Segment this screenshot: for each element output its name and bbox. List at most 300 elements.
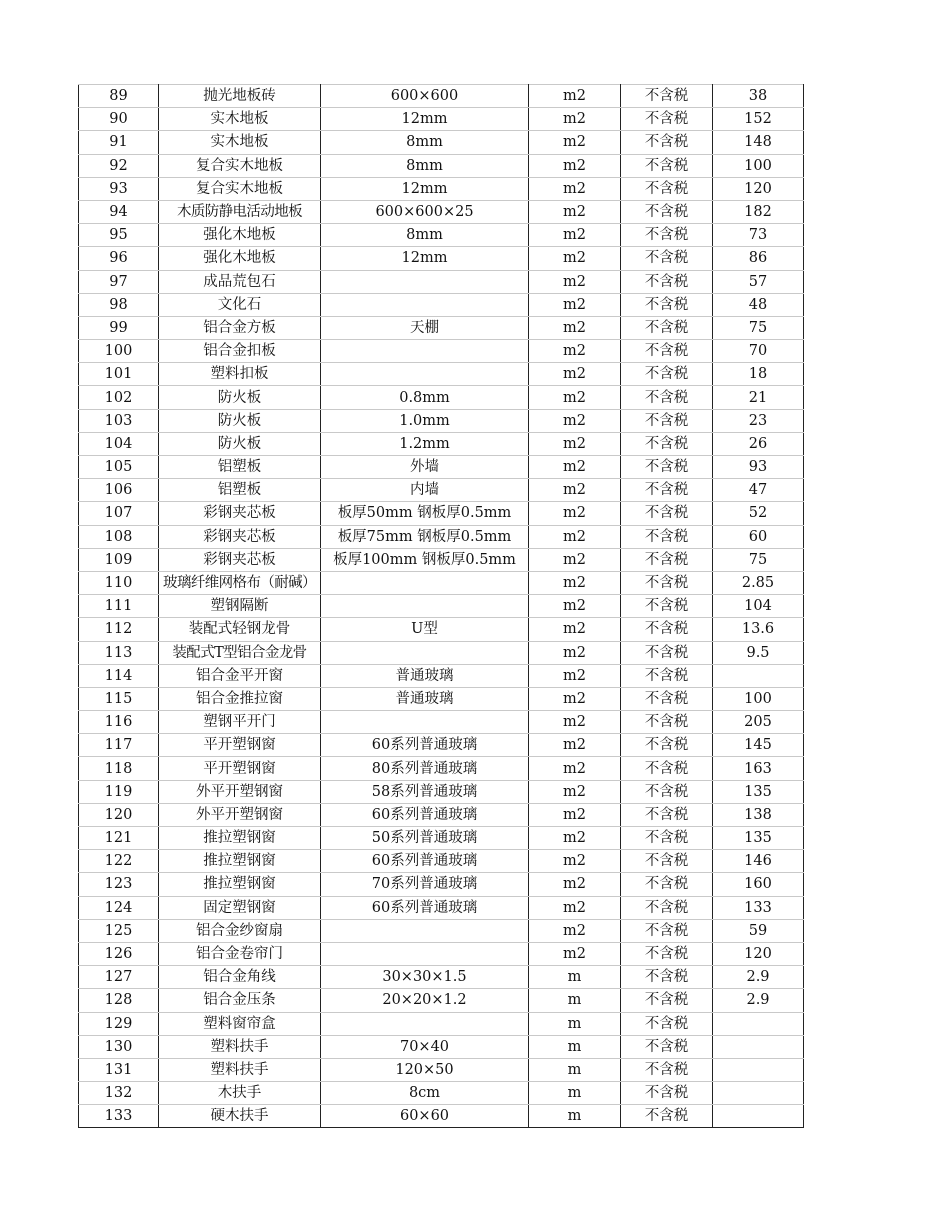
cell-specification[interactable] — [321, 942, 529, 965]
cell-item-number[interactable]: 126 — [79, 942, 159, 965]
cell-item-number[interactable]: 119 — [79, 780, 159, 803]
cell-item-number[interactable]: 90 — [79, 108, 159, 131]
cell-tax-status[interactable]: 不含税 — [621, 850, 713, 873]
cell-specification[interactable] — [321, 571, 529, 594]
cell-specification[interactable]: 50系列普通玻璃 — [321, 827, 529, 850]
cell-specification[interactable]: 普通玻璃 — [321, 687, 529, 710]
cell-price[interactable]: 52 — [713, 502, 804, 525]
cell-unit[interactable]: m2 — [529, 873, 621, 896]
cell-item-number[interactable]: 110 — [79, 571, 159, 594]
cell-unit[interactable]: m2 — [529, 850, 621, 873]
cell-unit[interactable]: m2 — [529, 803, 621, 826]
cell-unit[interactable]: m2 — [529, 919, 621, 942]
cell-material-name[interactable]: 平开塑钢窗 — [159, 734, 321, 757]
cell-specification[interactable]: 70×40 — [321, 1035, 529, 1058]
cell-unit[interactable]: m2 — [529, 456, 621, 479]
cell-price[interactable]: 75 — [713, 316, 804, 339]
cell-specification[interactable]: 60系列普通玻璃 — [321, 734, 529, 757]
cell-item-number[interactable]: 105 — [79, 456, 159, 479]
cell-unit[interactable]: m2 — [529, 502, 621, 525]
cell-tax-status[interactable]: 不含税 — [621, 409, 713, 432]
cell-price[interactable]: 2.85 — [713, 571, 804, 594]
cell-specification[interactable]: 天棚 — [321, 316, 529, 339]
cell-unit[interactable]: m2 — [529, 827, 621, 850]
cell-unit[interactable]: m2 — [529, 595, 621, 618]
cell-specification[interactable]: 板厚75mm 钢板厚0.5mm — [321, 525, 529, 548]
cell-tax-status[interactable]: 不含税 — [621, 1082, 713, 1105]
cell-price[interactable]: 48 — [713, 293, 804, 316]
cell-tax-status[interactable]: 不含税 — [621, 711, 713, 734]
cell-material-name[interactable]: 木扶手 — [159, 1082, 321, 1105]
cell-material-name[interactable]: 铝塑板 — [159, 479, 321, 502]
cell-price[interactable]: 152 — [713, 108, 804, 131]
cell-price[interactable]: 205 — [713, 711, 804, 734]
cell-specification[interactable] — [321, 293, 529, 316]
table-row — [79, 270, 804, 293]
cell-specification[interactable] — [321, 1012, 529, 1035]
cell-material-name[interactable]: 装配式轻钢龙骨 — [159, 618, 321, 641]
cell-unit[interactable]: m2 — [529, 479, 621, 502]
cell-unit[interactable]: m — [529, 1082, 621, 1105]
cell-item-number[interactable]: 124 — [79, 896, 159, 919]
cell-specification[interactable] — [321, 711, 529, 734]
cell-specification[interactable]: 1.2mm — [321, 432, 529, 455]
cell-material-name[interactable]: 推拉塑钢窗 — [159, 827, 321, 850]
cell-material-name[interactable]: 外平开塑钢窗 — [159, 803, 321, 826]
cell-unit[interactable]: m2 — [529, 247, 621, 270]
cell-specification[interactable]: 内墙 — [321, 479, 529, 502]
cell-unit[interactable]: m — [529, 966, 621, 989]
table-row — [79, 942, 804, 965]
cell-price[interactable]: 135 — [713, 827, 804, 850]
cell-material-name[interactable]: 塑料扶手 — [159, 1035, 321, 1058]
cell-material-name[interactable]: 铝合金推拉窗 — [159, 687, 321, 710]
table-row — [79, 1105, 804, 1128]
table-row — [79, 711, 804, 734]
cell-specification[interactable]: 60×60 — [321, 1105, 529, 1128]
cell-material-name[interactable]: 实木地板 — [159, 108, 321, 131]
cell-item-number[interactable]: 98 — [79, 293, 159, 316]
cell-material-name[interactable]: 平开塑钢窗 — [159, 757, 321, 780]
cell-material-name[interactable]: 文化石 — [159, 293, 321, 316]
cell-price[interactable]: 146 — [713, 850, 804, 873]
cell-material-name[interactable]: 塑料窗帘盒 — [159, 1012, 321, 1035]
cell-unit[interactable]: m2 — [529, 548, 621, 571]
cell-unit[interactable]: m2 — [529, 131, 621, 154]
table-row — [79, 780, 804, 803]
cell-item-number[interactable]: 93 — [79, 177, 159, 200]
cell-price[interactable] — [713, 1058, 804, 1081]
cell-price[interactable]: 73 — [713, 224, 804, 247]
cell-specification[interactable] — [321, 595, 529, 618]
cell-material-name[interactable]: 强化木地板 — [159, 224, 321, 247]
cell-unit[interactable]: m2 — [529, 687, 621, 710]
cell-item-number[interactable]: 108 — [79, 525, 159, 548]
cell-specification[interactable] — [321, 363, 529, 386]
cell-material-name[interactable]: 铝合金角线 — [159, 966, 321, 989]
cell-tax-status[interactable]: 不含税 — [621, 827, 713, 850]
cell-specification[interactable]: 58系列普通玻璃 — [321, 780, 529, 803]
cell-item-number[interactable]: 114 — [79, 664, 159, 687]
cell-tax-status[interactable]: 不含税 — [621, 780, 713, 803]
cell-material-name[interactable]: 铝合金卷帘门 — [159, 942, 321, 965]
cell-material-name[interactable]: 外平开塑钢窗 — [159, 780, 321, 803]
cell-tax-status[interactable]: 不含税 — [621, 734, 713, 757]
cell-unit[interactable]: m — [529, 1058, 621, 1081]
cell-specification[interactable] — [321, 919, 529, 942]
cell-price[interactable]: 135 — [713, 780, 804, 803]
cell-material-name[interactable]: 塑料扣板 — [159, 363, 321, 386]
cell-price[interactable]: 100 — [713, 154, 804, 177]
cell-item-number[interactable]: 91 — [79, 131, 159, 154]
cell-tax-status[interactable]: 不含税 — [621, 525, 713, 548]
cell-unit[interactable]: m2 — [529, 757, 621, 780]
cell-unit[interactable]: m2 — [529, 85, 621, 108]
table-row — [79, 432, 804, 455]
table-row — [79, 479, 804, 502]
cell-item-number[interactable]: 109 — [79, 548, 159, 571]
cell-unit[interactable]: m2 — [529, 780, 621, 803]
cell-item-number[interactable]: 92 — [79, 154, 159, 177]
cell-specification[interactable]: 板厚50mm 钢板厚0.5mm — [321, 502, 529, 525]
cell-material-name[interactable]: 实木地板 — [159, 131, 321, 154]
cell-price[interactable]: 93 — [713, 456, 804, 479]
cell-tax-status[interactable]: 不含税 — [621, 1058, 713, 1081]
cell-unit[interactable]: m — [529, 1035, 621, 1058]
cell-specification[interactable]: 80系列普通玻璃 — [321, 757, 529, 780]
cell-item-number[interactable]: 116 — [79, 711, 159, 734]
cell-material-name[interactable]: 防火板 — [159, 386, 321, 409]
cell-unit[interactable]: m2 — [529, 386, 621, 409]
cell-material-name[interactable]: 塑钢平开门 — [159, 711, 321, 734]
cell-specification[interactable]: 8cm — [321, 1082, 529, 1105]
cell-material-name[interactable]: 木质防静电活动地板 — [159, 200, 321, 223]
cell-price[interactable]: 160 — [713, 873, 804, 896]
table-row — [79, 340, 804, 363]
cell-specification[interactable]: 8mm — [321, 131, 529, 154]
cell-tax-status[interactable]: 不含税 — [621, 618, 713, 641]
cell-tax-status[interactable]: 不含税 — [621, 479, 713, 502]
cell-material-name[interactable]: 复合实木地板 — [159, 154, 321, 177]
cell-tax-status[interactable]: 不含税 — [621, 966, 713, 989]
cell-item-number[interactable]: 120 — [79, 803, 159, 826]
cell-price[interactable]: 2.9 — [713, 966, 804, 989]
table-row — [79, 1035, 804, 1058]
cell-price[interactable]: 75 — [713, 548, 804, 571]
cell-specification[interactable]: 1.0mm — [321, 409, 529, 432]
cell-material-name[interactable]: 彩钢夹芯板 — [159, 548, 321, 571]
cell-item-number[interactable]: 121 — [79, 827, 159, 850]
cell-specification[interactable] — [321, 641, 529, 664]
cell-unit[interactable]: m2 — [529, 525, 621, 548]
cell-unit[interactable]: m2 — [529, 409, 621, 432]
cell-specification[interactable]: 普通玻璃 — [321, 664, 529, 687]
table-row — [79, 989, 804, 1012]
cell-tax-status[interactable]: 不含税 — [621, 363, 713, 386]
cell-tax-status[interactable]: 不含税 — [621, 896, 713, 919]
cell-unit[interactable]: m2 — [529, 363, 621, 386]
cell-item-number[interactable]: 113 — [79, 641, 159, 664]
cell-specification[interactable]: 600×600×25 — [321, 200, 529, 223]
cell-specification[interactable]: 8mm — [321, 154, 529, 177]
cell-item-number[interactable]: 122 — [79, 850, 159, 873]
table-row — [79, 1012, 804, 1035]
table-row — [79, 200, 804, 223]
cell-item-number[interactable]: 104 — [79, 432, 159, 455]
cell-material-name[interactable]: 铝塑板 — [159, 456, 321, 479]
cell-material-name[interactable]: 玻璃纤维网格布（耐碱） — [159, 571, 321, 594]
table-row — [79, 757, 804, 780]
cell-price[interactable]: 104 — [713, 595, 804, 618]
cell-unit[interactable]: m2 — [529, 293, 621, 316]
cell-material-name[interactable]: 塑料扶手 — [159, 1058, 321, 1081]
cell-tax-status[interactable]: 不含税 — [621, 108, 713, 131]
cell-price[interactable]: 100 — [713, 687, 804, 710]
cell-tax-status[interactable]: 不含税 — [621, 803, 713, 826]
cell-material-name[interactable]: 铝合金平开窗 — [159, 664, 321, 687]
cell-unit[interactable]: m2 — [529, 432, 621, 455]
cell-unit[interactable]: m — [529, 1012, 621, 1035]
cell-item-number[interactable]: 102 — [79, 386, 159, 409]
cell-item-number[interactable]: 103 — [79, 409, 159, 432]
table-row — [79, 548, 804, 571]
cell-material-name[interactable]: 彩钢夹芯板 — [159, 502, 321, 525]
cell-item-number[interactable]: 95 — [79, 224, 159, 247]
cell-item-number[interactable]: 117 — [79, 734, 159, 757]
cell-tax-status[interactable]: 不含税 — [621, 340, 713, 363]
cell-unit[interactable]: m2 — [529, 734, 621, 757]
cell-material-name[interactable]: 复合实木地板 — [159, 177, 321, 200]
cell-price[interactable]: 18 — [713, 363, 804, 386]
cell-price[interactable]: 182 — [713, 200, 804, 223]
cell-price[interactable]: 133 — [713, 896, 804, 919]
cell-material-name[interactable]: 固定塑钢窗 — [159, 896, 321, 919]
cell-tax-status[interactable]: 不含税 — [621, 1012, 713, 1035]
cell-item-number[interactable]: 112 — [79, 618, 159, 641]
cell-price[interactable] — [713, 1012, 804, 1035]
cell-item-number[interactable]: 129 — [79, 1012, 159, 1035]
cell-material-name[interactable]: 塑钢隔断 — [159, 595, 321, 618]
cell-unit[interactable]: m2 — [529, 154, 621, 177]
cell-specification[interactable]: 12mm — [321, 247, 529, 270]
table-row — [79, 827, 804, 850]
cell-unit[interactable]: m2 — [529, 108, 621, 131]
cell-price[interactable]: 163 — [713, 757, 804, 780]
cell-material-name[interactable]: 装配式T型铝合金龙骨 — [159, 641, 321, 664]
cell-specification[interactable]: 70系列普通玻璃 — [321, 873, 529, 896]
table-row — [79, 850, 804, 873]
cell-unit[interactable]: m2 — [529, 942, 621, 965]
cell-tax-status[interactable]: 不含税 — [621, 224, 713, 247]
cell-item-number[interactable]: 131 — [79, 1058, 159, 1081]
cell-tax-status[interactable]: 不含税 — [621, 757, 713, 780]
cell-item-number[interactable]: 97 — [79, 270, 159, 293]
cell-material-name[interactable]: 铝合金纱窗扇 — [159, 919, 321, 942]
cell-material-name[interactable]: 铝合金扣板 — [159, 340, 321, 363]
cell-material-name[interactable]: 彩钢夹芯板 — [159, 525, 321, 548]
table-row — [79, 873, 804, 896]
cell-unit[interactable]: m2 — [529, 896, 621, 919]
cell-tax-status[interactable]: 不含税 — [621, 942, 713, 965]
cell-price[interactable]: 86 — [713, 247, 804, 270]
cell-tax-status[interactable]: 不含税 — [621, 85, 713, 108]
cell-unit[interactable]: m — [529, 1105, 621, 1128]
cell-specification[interactable]: 20×20×1.2 — [321, 989, 529, 1012]
cell-tax-status[interactable]: 不含税 — [621, 386, 713, 409]
cell-item-number[interactable]: 132 — [79, 1082, 159, 1105]
cell-unit[interactable]: m — [529, 989, 621, 1012]
cell-item-number[interactable]: 111 — [79, 595, 159, 618]
cell-material-name[interactable]: 铝合金方板 — [159, 316, 321, 339]
cell-tax-status[interactable]: 不含税 — [621, 293, 713, 316]
table-row — [79, 224, 804, 247]
cell-price[interactable]: 70 — [713, 340, 804, 363]
cell-item-number[interactable]: 130 — [79, 1035, 159, 1058]
cell-specification[interactable]: 60系列普通玻璃 — [321, 896, 529, 919]
cell-unit[interactable]: m2 — [529, 316, 621, 339]
cell-item-number[interactable]: 128 — [79, 989, 159, 1012]
cell-tax-status[interactable]: 不含税 — [621, 270, 713, 293]
cell-specification[interactable]: 60系列普通玻璃 — [321, 803, 529, 826]
cell-tax-status[interactable]: 不含税 — [621, 919, 713, 942]
cell-price[interactable]: 23 — [713, 409, 804, 432]
cell-item-number[interactable]: 118 — [79, 757, 159, 780]
table-row — [79, 664, 804, 687]
cell-unit[interactable]: m2 — [529, 664, 621, 687]
cell-price[interactable]: 120 — [713, 942, 804, 965]
cell-price[interactable]: 148 — [713, 131, 804, 154]
cell-material-name[interactable]: 推拉塑钢窗 — [159, 873, 321, 896]
cell-price[interactable] — [713, 1035, 804, 1058]
table-row — [79, 154, 804, 177]
cell-item-number[interactable]: 100 — [79, 340, 159, 363]
cell-unit[interactable]: m2 — [529, 200, 621, 223]
cell-price[interactable]: 138 — [713, 803, 804, 826]
cell-specification[interactable]: 30×30×1.5 — [321, 966, 529, 989]
cell-item-number[interactable]: 101 — [79, 363, 159, 386]
cell-price[interactable]: 145 — [713, 734, 804, 757]
cell-tax-status[interactable]: 不含税 — [621, 154, 713, 177]
cell-tax-status[interactable]: 不含税 — [621, 664, 713, 687]
cell-price[interactable]: 60 — [713, 525, 804, 548]
cell-price[interactable]: 2.9 — [713, 989, 804, 1012]
cell-price[interactable]: 38 — [713, 85, 804, 108]
cell-price[interactable] — [713, 1082, 804, 1105]
cell-unit[interactable]: m2 — [529, 340, 621, 363]
cell-item-number[interactable]: 94 — [79, 200, 159, 223]
cell-unit[interactable]: m2 — [529, 224, 621, 247]
cell-unit[interactable]: m2 — [529, 571, 621, 594]
cell-specification[interactable]: 12mm — [321, 108, 529, 131]
cell-price[interactable]: 120 — [713, 177, 804, 200]
cell-tax-status[interactable]: 不含税 — [621, 989, 713, 1012]
cell-specification[interactable]: 8mm — [321, 224, 529, 247]
cell-specification[interactable]: 0.8mm — [321, 386, 529, 409]
cell-price[interactable]: 21 — [713, 386, 804, 409]
cell-tax-status[interactable]: 不含税 — [621, 1105, 713, 1128]
table-row — [79, 1058, 804, 1081]
cell-tax-status[interactable]: 不含税 — [621, 595, 713, 618]
cell-tax-status[interactable]: 不含税 — [621, 456, 713, 479]
cell-material-name[interactable]: 推拉塑钢窗 — [159, 850, 321, 873]
table-row — [79, 618, 804, 641]
cell-tax-status[interactable]: 不含税 — [621, 571, 713, 594]
cell-price[interactable] — [713, 1105, 804, 1128]
cell-item-number[interactable]: 89 — [79, 85, 159, 108]
cell-item-number[interactable]: 106 — [79, 479, 159, 502]
cell-material-name[interactable]: 防火板 — [159, 409, 321, 432]
cell-tax-status[interactable]: 不含税 — [621, 316, 713, 339]
cell-item-number[interactable]: 133 — [79, 1105, 159, 1128]
cell-price[interactable]: 57 — [713, 270, 804, 293]
cell-price[interactable] — [713, 664, 804, 687]
cell-material-name[interactable]: 强化木地板 — [159, 247, 321, 270]
cell-material-name[interactable]: 抛光地板砖 — [159, 85, 321, 108]
cell-tax-status[interactable]: 不含税 — [621, 502, 713, 525]
cell-specification[interactable]: 120×50 — [321, 1058, 529, 1081]
cell-specification[interactable]: 60系列普通玻璃 — [321, 850, 529, 873]
cell-specification[interactable]: U型 — [321, 618, 529, 641]
cell-item-number[interactable]: 107 — [79, 502, 159, 525]
cell-unit[interactable]: m2 — [529, 641, 621, 664]
table-row — [79, 803, 804, 826]
cell-tax-status[interactable]: 不含税 — [621, 687, 713, 710]
cell-unit[interactable]: m2 — [529, 618, 621, 641]
cell-price[interactable]: 9.5 — [713, 641, 804, 664]
cell-tax-status[interactable]: 不含税 — [621, 641, 713, 664]
cell-item-number[interactable]: 123 — [79, 873, 159, 896]
cell-unit[interactable]: m2 — [529, 270, 621, 293]
cell-price[interactable]: 59 — [713, 919, 804, 942]
cell-item-number[interactable]: 115 — [79, 687, 159, 710]
cell-tax-status[interactable]: 不含税 — [621, 432, 713, 455]
cell-material-name[interactable]: 铝合金压条 — [159, 989, 321, 1012]
cell-unit[interactable]: m2 — [529, 177, 621, 200]
cell-item-number[interactable]: 96 — [79, 247, 159, 270]
cell-specification[interactable]: 12mm — [321, 177, 529, 200]
table-row — [79, 502, 804, 525]
table-row — [79, 247, 804, 270]
cell-item-number[interactable]: 127 — [79, 966, 159, 989]
cell-specification[interactable]: 外墙 — [321, 456, 529, 479]
cell-tax-status[interactable]: 不含税 — [621, 200, 713, 223]
cell-specification[interactable]: 600×600 — [321, 85, 529, 108]
cell-material-name[interactable]: 硬木扶手 — [159, 1105, 321, 1128]
cell-material-name[interactable]: 防火板 — [159, 432, 321, 455]
cell-specification[interactable]: 板厚100mm 钢板厚0.5mm — [321, 548, 529, 571]
cell-tax-status[interactable]: 不含税 — [621, 177, 713, 200]
table-row — [79, 734, 804, 757]
cell-price[interactable]: 13.6 — [713, 618, 804, 641]
cell-specification[interactable] — [321, 340, 529, 363]
cell-tax-status[interactable]: 不含税 — [621, 1035, 713, 1058]
cell-material-name[interactable]: 成品荒包石 — [159, 270, 321, 293]
cell-price[interactable]: 26 — [713, 432, 804, 455]
table-row — [79, 131, 804, 154]
cell-item-number[interactable]: 99 — [79, 316, 159, 339]
table-row — [79, 641, 804, 664]
cell-tax-status[interactable]: 不含税 — [621, 131, 713, 154]
table-row — [79, 316, 804, 339]
table-row — [79, 293, 804, 316]
cell-tax-status[interactable]: 不含税 — [621, 548, 713, 571]
cell-item-number[interactable]: 125 — [79, 919, 159, 942]
cell-tax-status[interactable]: 不含税 — [621, 873, 713, 896]
cell-tax-status[interactable]: 不含税 — [621, 247, 713, 270]
cell-specification[interactable] — [321, 270, 529, 293]
cell-price[interactable]: 47 — [713, 479, 804, 502]
cell-unit[interactable]: m2 — [529, 711, 621, 734]
